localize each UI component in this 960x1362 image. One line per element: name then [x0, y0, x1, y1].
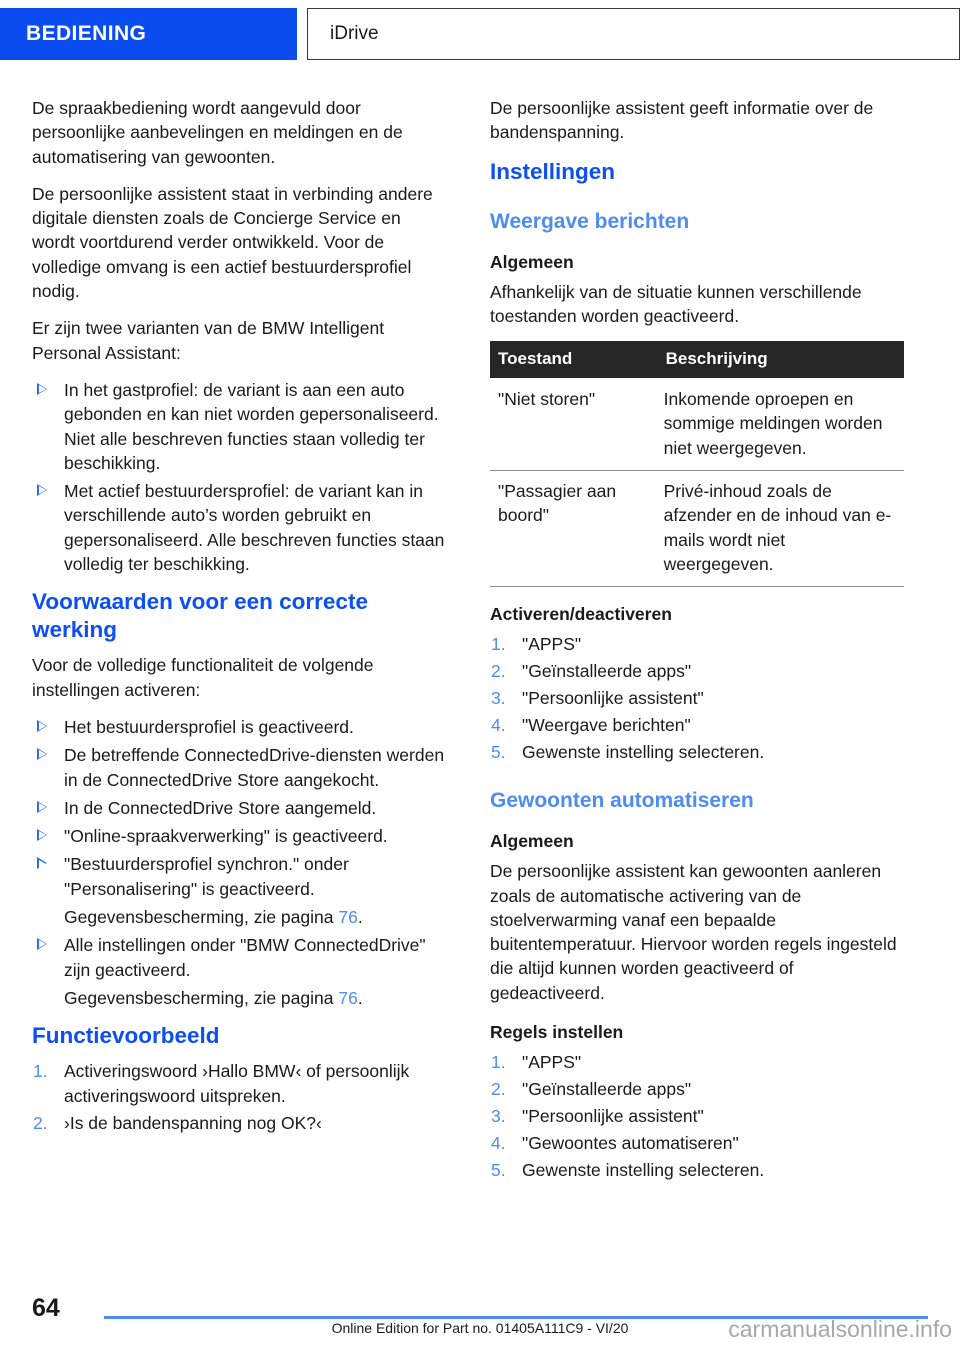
list-item-text: "Gewoontes automatiseren" — [522, 1133, 739, 1154]
privacy-note-1: Gegevensbescherming, zie pagina 76. — [64, 907, 363, 928]
paragraph-conditions-intro: Voor de volledige functionaliteit de volgende instellingen activeren: — [32, 655, 374, 700]
page-reference-link[interactable]: 76 — [338, 987, 358, 1008]
paragraph-algemeen-1: Afhankelijk van de situatie kunnen verschillende toestanden worden geactiveerd. — [490, 281, 862, 326]
conditions-bullet-list — [32, 715, 446, 901]
list-item-text: "Bestuurdersprofiel synchron." onder "Personalisering" is geactiveerd. — [64, 854, 349, 899]
privacy-note-2: Gegevensbescherming, zie pagina 76. — [64, 987, 363, 1008]
list-item — [32, 715, 446, 739]
section-tab — [307, 8, 960, 60]
list-item — [32, 1059, 446, 1109]
triangle-bullet-inner-icon — [39, 750, 46, 758]
cell-beschrijving: Inkomende oproepen en sommige meldingen worden niet weergegeven. — [656, 378, 904, 470]
list-item — [32, 852, 446, 901]
list-item-text: "Persoonlijke assistent" — [522, 1106, 704, 1127]
cell-toestand: "Niet storen" — [490, 378, 656, 470]
heading-weergave-berichten: Weergave berichten — [490, 209, 690, 233]
column-header-toestand: Toestand — [490, 341, 656, 378]
privacy-note-text: Gegevensbescherming, zie pagina — [64, 907, 339, 928]
cell-toestand: "Passagier aan boord" — [490, 471, 656, 587]
triangle-bullet-inner-icon — [39, 486, 46, 494]
table-body — [490, 378, 904, 587]
chapter-tab — [0, 8, 297, 60]
paragraph-intro-1: De spraakbediening wordt aangevuld door persoonlijke aanbevelingen en meldingen en de automatisering van gewoonten. — [32, 98, 403, 167]
list-item — [490, 713, 904, 738]
triangle-bullet-inner-icon — [39, 831, 46, 839]
table-header — [490, 341, 904, 378]
triangle-bullet-inner-icon — [39, 385, 46, 393]
list-item — [490, 1131, 904, 1156]
list-item — [32, 933, 446, 982]
list-item — [490, 686, 904, 711]
heading-gewoonten-automatiseren: Gewoonten automatiseren — [490, 789, 754, 813]
list-item-text: "Online-spraakverwerking" is geactiveerd. — [64, 826, 388, 847]
list-item — [32, 743, 446, 792]
left-column — [32, 96, 446, 1187]
list-item — [32, 479, 446, 576]
triangle-bullet-inner-icon — [39, 940, 46, 948]
list-item-text: Gewenste instelling selecteren. — [522, 1160, 765, 1181]
right-column — [490, 96, 904, 1187]
list-item — [490, 1158, 904, 1183]
list-item-text: "Persoonlijke assistent" — [522, 688, 704, 709]
list-item-text: Alle instellingen onder "BMW ConnectedDrive" zijn geactiveerd. — [64, 935, 426, 980]
paragraph-algemeen-2: De persoonlijke assistent kan gewoonten aanleren zoals de automatische activering van de stoelverwarming vanaf een bepaalde buitentemperatuur. Hiervoor worden regels ingesteld die altijd kunnen worden geactiveerd of gedeactiveerd. — [490, 861, 897, 1003]
cell-beschrijving: Privé-inhoud zoals de afzender en de inhoud van e-mails wordt niet weergegeven. — [656, 471, 904, 587]
list-item — [32, 824, 446, 848]
privacy-note-text: Gegevensbescherming, zie pagina — [64, 987, 339, 1008]
list-item — [32, 1111, 446, 1136]
table-header-row — [490, 341, 904, 378]
edition-notice: Online Edition for Part no. 01405A111C9 - VI/20 — [331, 1320, 629, 1336]
table-row — [490, 378, 904, 470]
list-item-text: Met actief bestuurdersprofiel: de variant kan in verschillende auto’s worden gebruikt en gepersonaliseerd. Alle beschreven functies staan volledig ter beschikking. — [64, 481, 445, 575]
list-item-text: ›Is de bandenspanning nog OK?‹ — [64, 1113, 322, 1134]
list-item — [490, 659, 904, 684]
list-item-text: In de ConnectedDrive Store aangemeld. — [64, 797, 377, 818]
list-item-text: Activeringswoord ›Hallo BMW‹ of persoonlijk activeringswoord uitspreken. — [64, 1061, 410, 1107]
watermark: carmanualsonline.info — [728, 1316, 952, 1342]
list-item-text: "Geïnstalleerde apps" — [522, 661, 692, 682]
activate-steps-list — [490, 632, 904, 765]
page-number: 64 — [32, 1294, 60, 1322]
triangle-bullet-inner-icon — [39, 860, 46, 868]
section-label: iDrive — [330, 23, 379, 44]
state-description-table — [490, 341, 904, 587]
list-item — [32, 796, 446, 820]
heading-algemeen-2: Algemeen — [490, 831, 574, 852]
heading-activeren-deactiveren: Activeren/deactiveren — [490, 604, 672, 625]
paragraph-intro-2: De persoonlijke assistent staat in verbinding andere digitale diensten zoals de Concierge Service en wordt voortdurend verder ontwikkeld. Voor de volledige omvang is een actief bestuurdersprofiel nodig. — [32, 183, 433, 302]
list-item — [32, 378, 446, 475]
variant-bullet-list — [32, 378, 446, 576]
conditions-bullet-list-2 — [32, 933, 446, 982]
list-item — [490, 1077, 904, 1102]
list-item-text: "Weergave berichten" — [522, 715, 691, 736]
rules-steps-list — [490, 1050, 904, 1183]
list-item — [490, 1104, 904, 1129]
list-item-text: In het gastprofiel: de variant is aan een auto gebonden en kan niet worden gepersonaliseerd. Niet alle beschreven functies staan volledig ter beschikking. — [64, 379, 439, 473]
page-reference-link[interactable]: 76 — [338, 907, 358, 928]
triangle-bullet-inner-icon — [39, 722, 46, 730]
paragraph-tyre-info: De persoonlijke assistent geeft informatie over de bandenspanning. — [490, 98, 874, 143]
column-header-beschrijving: Beschrijving — [656, 341, 904, 378]
page-footer — [0, 1282, 960, 1362]
list-item — [490, 632, 904, 657]
page-header — [0, 8, 960, 60]
page-columns — [0, 96, 960, 1187]
list-item-text: "APPS" — [522, 1052, 582, 1073]
paragraph-intro-3: Er zijn twee varianten van de BMW Intelligent Personal Assistant: — [32, 318, 385, 363]
list-item — [490, 740, 904, 765]
list-item-text: De betreffende ConnectedDrive-diensten werden in de ConnectedDrive Store aangekocht. — [64, 745, 445, 790]
list-item-text: "APPS" — [522, 634, 582, 655]
chapter-label: BEDIENING — [26, 22, 147, 45]
example-steps-list — [32, 1059, 446, 1136]
heading-algemeen-1: Algemeen — [490, 251, 574, 272]
list-item-text: Het bestuurdersprofiel is geactiveerd. — [64, 716, 354, 737]
heading-regels-instellen: Regels instellen — [490, 1022, 624, 1043]
triangle-bullet-inner-icon — [39, 803, 46, 811]
heading-instellingen: Instellingen — [490, 158, 616, 184]
heading-voorwaarden: Voorwaarden voor een correcte werking — [32, 589, 368, 643]
heading-functievoorbeeld: Functievoorbeeld — [32, 1023, 220, 1049]
list-item-text: "Geïnstalleerde apps" — [522, 1079, 692, 1100]
list-item — [490, 1050, 904, 1075]
list-item-text: Gewenste instelling selecteren. — [522, 742, 765, 763]
table-row — [490, 471, 904, 587]
